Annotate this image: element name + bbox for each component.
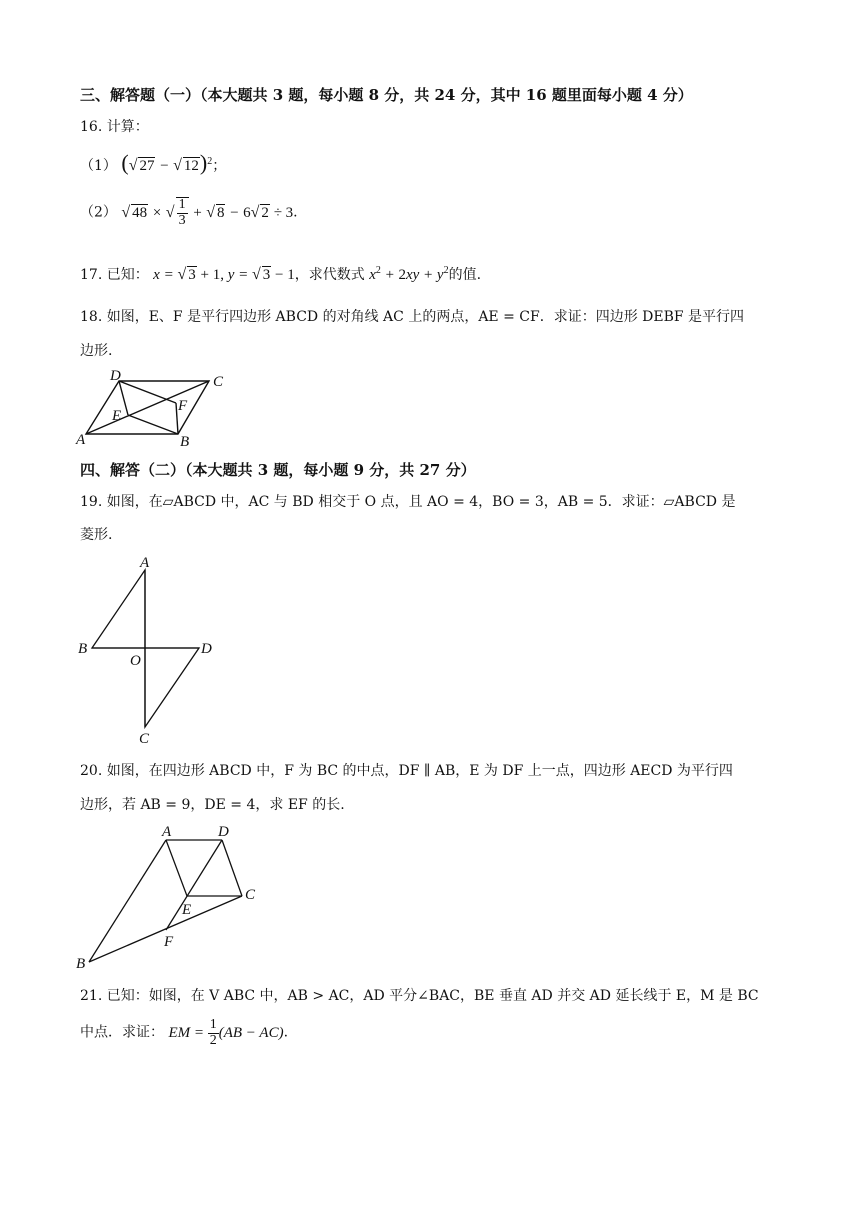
- q21-line1: 21. 已知：如图，在 V ABC 中，AB > AC，AD 平分∠BAC，BE 垂直 AD 并交 AD 延长线于 E，M 是 BC: [80, 988, 759, 1004]
- fig18-label-B: B: [180, 434, 190, 450]
- fig19-label-D: D: [201, 641, 212, 657]
- section-3-heading: 三、解答题（一）（本大题共 3 题，每小题 8 分，共 24 分，其中 16 题里面每小题 4 分）: [80, 86, 693, 104]
- q16-prompt: 16. 计算：: [80, 119, 149, 135]
- q21-end: .: [283, 1024, 289, 1041]
- fig18-label-D: D: [110, 368, 121, 384]
- q20-figure: [74, 820, 264, 972]
- q17-suffix: ，求代数式: [294, 267, 365, 283]
- q16-part1-end: ；: [212, 158, 227, 174]
- fig20-label-C: C: [245, 887, 256, 903]
- fig20-label-B: B: [76, 956, 86, 972]
- q16-part1-expression: (√ 27 − √ 12)$^2$: [121, 150, 213, 175]
- q16-part1-label: （1）: [80, 158, 117, 174]
- q21-line2: [80, 1018, 288, 1048]
- fig18-label-C: C: [213, 374, 224, 390]
- q16-part2-label: （2）: [80, 204, 117, 221]
- q17: [80, 264, 481, 284]
- fig20-label-F: F: [164, 934, 174, 950]
- fig20-label-A: A: [162, 824, 172, 840]
- q19-figure: [74, 552, 224, 748]
- fig19-label-A: A: [140, 555, 150, 571]
- fig18-label-A: A: [76, 432, 86, 448]
- q18-line1: 18. 如图，E、F 是平行四边形 ABCD 的对角线 AC 上的两点，AE = CF．求证：四边形 DEBF 是平行四: [80, 309, 745, 325]
- q21-expression: EM = $\frac{1}{2}$ (AB − AC): [168, 1017, 284, 1048]
- q16-part2-expression: √ 48 × √ $\frac{1}{3}$ + √ 8 − 6√ 2 ÷ 3: [121, 197, 294, 228]
- q17-end: 的值.: [448, 267, 482, 283]
- fig20-label-D: D: [218, 824, 229, 840]
- q17-conditions: x = √ 3 + 1, y = √ 3 − 1: [153, 266, 295, 283]
- q20-line2: 边形，若 AB = 9，DE = 4，求 EF 的长.: [80, 797, 345, 813]
- fig19-label-B: B: [78, 641, 88, 657]
- q16-part1: [80, 150, 226, 176]
- q19-line2: 菱形.: [80, 527, 113, 543]
- q18-line2: 边形.: [80, 343, 113, 359]
- fig19-label-O: O: [130, 653, 141, 669]
- q19-line1: 19. 如图，在▱ABCD 中，AC 与 BD 相交于 O 点，且 AO = 4，BO = 3，AB = 5．求证：▱ABCD 是: [80, 494, 736, 510]
- q21-prefix: 中点．求证：: [80, 1024, 164, 1041]
- fig19-label-C: C: [139, 731, 150, 747]
- q16-part2-end: .: [293, 204, 298, 221]
- q18-figure: [74, 364, 234, 450]
- q17-prefix: 17. 已知：: [80, 267, 149, 283]
- q16-part2: [80, 197, 298, 228]
- q20-line1: 20. 如图，在四边形 ABCD 中，F 为 BC 的中点，DF ∥ AB，E 为 DF 上一点，四边形 AECD 为平行四: [80, 763, 733, 779]
- q17-expression: $x^2 + 2xy + y^2$: [369, 265, 449, 283]
- fig18-label-E: E: [112, 408, 122, 424]
- section-4-heading: 四、解答（二）（本大题共 3 题，每小题 9 分，共 27 分）: [80, 461, 476, 479]
- fig18-label-F: F: [178, 398, 188, 414]
- fig20-label-E: E: [182, 902, 192, 918]
